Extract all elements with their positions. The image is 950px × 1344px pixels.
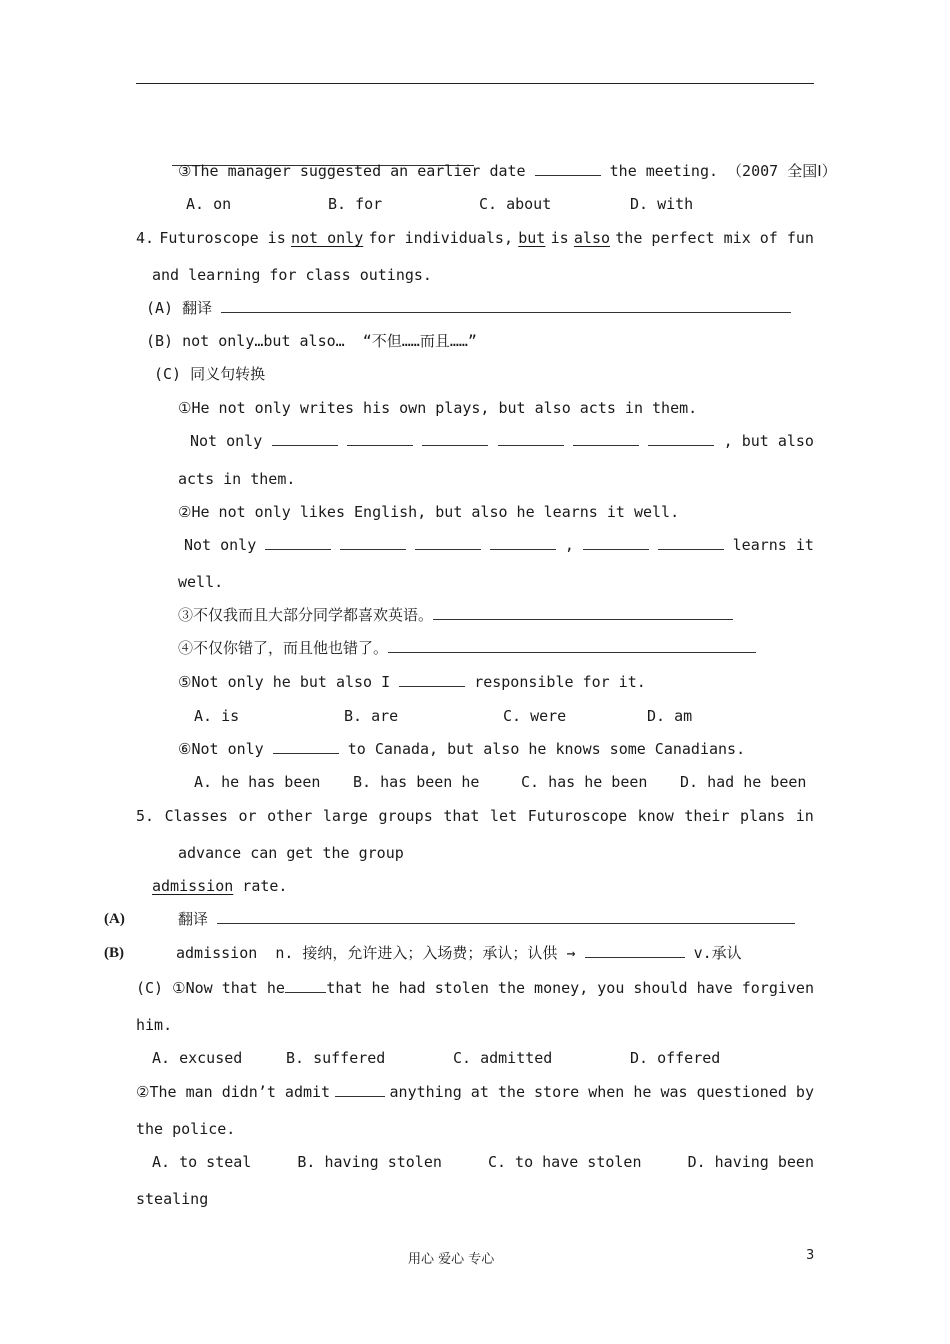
q5-sentence-line2: advance can get the group — [178, 844, 404, 862]
header-rule — [136, 83, 814, 84]
q4-s5-option-a: A. is — [194, 707, 240, 725]
q4-s1-line3: acts in them. — [178, 470, 296, 488]
answer-blank[interactable] — [490, 535, 556, 550]
q5-b-marker: (B) — [104, 945, 124, 961]
q4-s3: ③不仅我而且大部分同学都喜欢英语。 — [178, 605, 733, 625]
answer-blank[interactable] — [285, 978, 326, 993]
q4-s2: ②He not only likes English, but also he learns it well. — [178, 503, 680, 521]
q5-c1-option-a: A. excused — [152, 1049, 243, 1067]
q4-s6-option-d: D. had he been — [680, 773, 807, 791]
answer-blank[interactable] — [498, 431, 564, 446]
answer-blank[interactable] — [658, 535, 724, 550]
answer-blank[interactable] — [648, 431, 714, 446]
q4-s6-option-a: A. he has been — [194, 773, 321, 791]
translation-blank[interactable] — [221, 298, 791, 313]
q4-s5: ⑤Not only he but also I responsible for it. — [178, 673, 646, 691]
q4-translate: (A) 翻译 — [146, 298, 791, 318]
q5-c2-option-c: C. to have stolen — [487, 1153, 642, 1171]
q5-c2-line4: stealing — [136, 1190, 209, 1208]
q5-c2-options — [152, 1152, 814, 1172]
q3-stem: ③The manager suggested an earlier date the meeting. （2007 全国Ⅰ） — [178, 162, 837, 180]
q4-phrase-note: (B) not only…but also… “不但……而且……” — [146, 332, 477, 350]
answer-blank[interactable] — [265, 535, 331, 550]
translation-blank[interactable] — [388, 638, 756, 653]
q4-s6-option-c: C. has he been — [521, 773, 648, 791]
q5-c2-option-d: D. having been — [687, 1153, 814, 1171]
q4-s1: ①He not only writes his own plays, but also acts in them. — [178, 399, 698, 417]
q3-option-b: B. for — [328, 195, 383, 213]
q3-option-a: A. on — [186, 195, 232, 213]
answer-blank[interactable] — [585, 943, 685, 958]
q5-a-marker: (A) — [104, 911, 125, 927]
answer-blank[interactable] — [340, 535, 406, 550]
answer-blank[interactable] — [399, 672, 465, 687]
q4-s5-option-b: B. are — [344, 707, 399, 725]
q4-sentence-line2: and learning for class outings. — [152, 266, 432, 284]
q5-c2: ②The man didn’t admit anything at the store when he was questioned by — [136, 1083, 814, 1101]
q4-s1-rewrite: Not only , but also — [190, 432, 814, 450]
answer-blank[interactable] — [272, 431, 338, 446]
page-number: 3 — [806, 1248, 815, 1263]
q5-c1-option-d: D. offered — [630, 1049, 721, 1067]
answer-blank[interactable] — [347, 431, 413, 446]
translation-blank[interactable] — [433, 605, 733, 620]
translation-blank[interactable] — [217, 909, 795, 924]
answer-blank[interactable] — [573, 431, 639, 446]
answer-blank[interactable] — [535, 161, 601, 176]
q5-c2-option-a: A. to steal — [152, 1153, 252, 1171]
answer-blank[interactable] — [422, 431, 488, 446]
q5-sentence-line3: admission rate. — [152, 877, 288, 895]
answer-blank[interactable] — [415, 535, 481, 550]
q5-c2-line2: the police. — [136, 1120, 236, 1138]
q5-word-note: admission n. 接纳，允许进入；入场费；承认；认供 → v.承认 — [176, 944, 742, 962]
q4-section-c-heading: (C) 同义句转换 — [154, 365, 266, 383]
footer-motto: 用心 爱心 专心 — [408, 1252, 495, 1267]
q4-s2-rewrite: Not only , learns it — [184, 536, 814, 554]
q4-s6-option-b: B. has been he — [353, 773, 480, 791]
q4-s2-line3: well. — [178, 573, 224, 591]
answer-blank[interactable] — [273, 739, 339, 754]
q5-translate: 翻译 — [178, 909, 795, 929]
q4-sentence-line1: 4. Futuroscope is not only for individuals, but is also the perfect mix of fun — [136, 229, 814, 247]
q5-c1-line2: him. — [136, 1016, 173, 1034]
q4-s5-option-d: D. am — [647, 707, 693, 725]
q4-s4: ④不仅你错了，而且他也错了。 — [178, 638, 756, 658]
q4-s5-option-c: C. were — [503, 707, 567, 725]
q3-option-d: D. with — [630, 195, 694, 213]
q5-sentence-line1: 5. Classes or other large groups that let Futuroscope know their plans in — [136, 807, 814, 825]
q4-s6: ⑥Not only to Canada, but also he knows some Canadians. — [178, 740, 746, 758]
q5-c2-option-b: B. having stolen — [297, 1153, 442, 1171]
answer-blank[interactable] — [583, 535, 649, 550]
q5-c1: (C) ①Now that he that he had stolen the money, you should have forgiven — [136, 979, 814, 997]
q3-option-c: C. about — [479, 195, 552, 213]
q5-c1-option-b: B. suffered — [286, 1049, 386, 1067]
answer-blank[interactable] — [335, 1082, 385, 1097]
q5-c1-option-c: C. admitted — [453, 1049, 553, 1067]
